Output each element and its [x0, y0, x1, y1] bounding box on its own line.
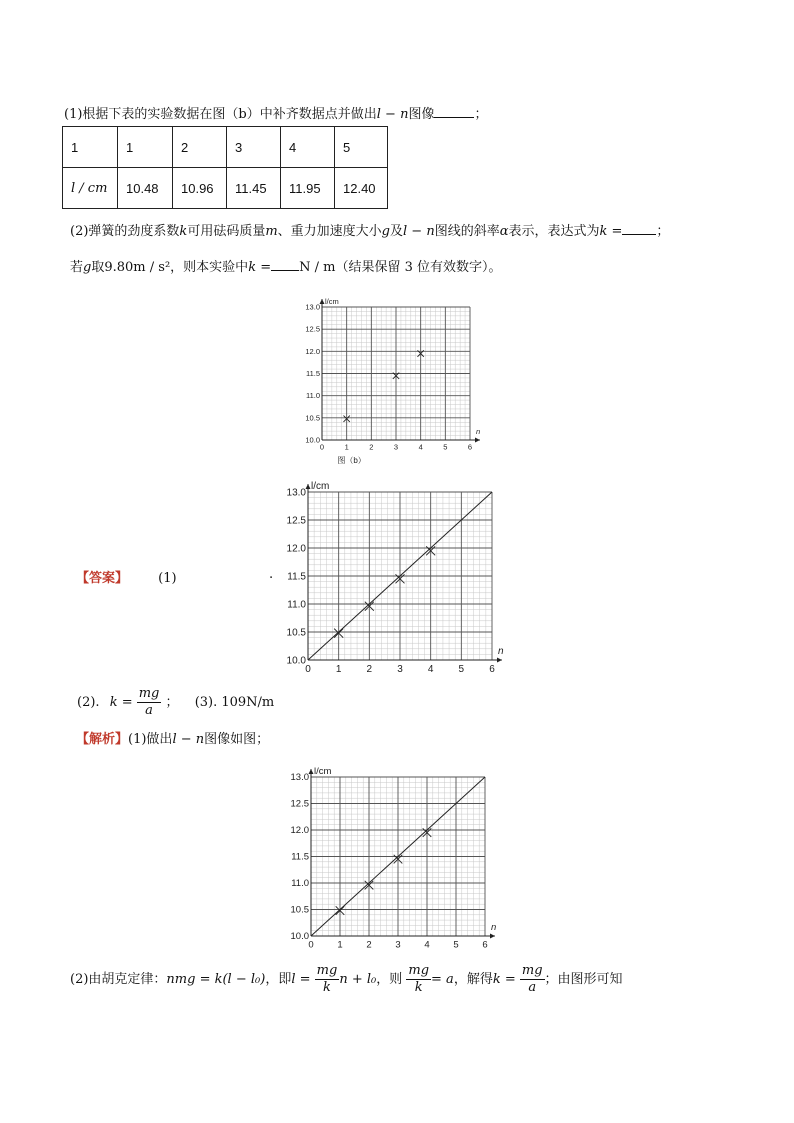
q1-var: l − n: [376, 107, 409, 122]
hooke-tail: n + l₀: [339, 972, 377, 987]
x-tick-label: 5: [443, 442, 448, 452]
y-tick-label: 12.5: [290, 798, 309, 810]
question-1: [64, 103, 487, 122]
y-tick-label: 10.5: [290, 904, 309, 916]
q2-end: ；: [656, 224, 670, 239]
fraction: [406, 963, 431, 996]
x-tick-label: 0: [319, 442, 325, 452]
q2-keq: k =: [599, 224, 623, 239]
q1-end: ；: [474, 107, 488, 122]
table-cell: 1: [118, 127, 173, 168]
fraction-numerator: mg: [408, 963, 430, 978]
y-tick-label: 10.5: [305, 413, 320, 423]
x-tick-label: 1: [344, 442, 349, 452]
table-row: [63, 127, 388, 168]
y-axis-label: l/cm: [314, 766, 332, 777]
hooke-text: ，解得: [453, 972, 493, 987]
x-tick-label: 3: [395, 939, 401, 949]
y-axis-arrow: [306, 484, 311, 489]
q2-text: 及: [390, 224, 404, 239]
q1-answer-blank: [434, 105, 474, 118]
x-tick-label: 4: [424, 939, 430, 949]
y-axis-arrow: [320, 299, 325, 304]
table-cell: 10.48: [118, 168, 173, 209]
table-cell: 11.95: [281, 168, 335, 209]
q3-answer-blank: [271, 258, 299, 271]
data-table: [62, 126, 388, 209]
hooke-text: ，则: [376, 972, 403, 987]
q2-k: k: [179, 224, 188, 239]
y-tick-label: 12.5: [286, 515, 306, 527]
q2-text: 可用砝码质量: [187, 224, 266, 239]
table-cell: 12.40: [335, 168, 388, 209]
q3-text: 取: [91, 260, 105, 275]
hooke-keq: k =: [492, 972, 516, 987]
y-tick-label: 11.0: [291, 878, 309, 890]
answer-parts-2-3: [77, 684, 274, 722]
analysis-hooke: [70, 960, 623, 1000]
table-cell: 10.96: [173, 168, 227, 209]
q2-text: (2)弹簧的劲度系数: [70, 224, 180, 239]
table-row: [63, 168, 388, 209]
y-tick-label: 12.0: [290, 825, 309, 837]
x-tick-label: 1: [337, 939, 343, 949]
figure-b-chart: [295, 295, 495, 467]
hooke-l-eq: l =: [291, 972, 311, 987]
analysis-chart: [284, 761, 506, 949]
x-tick-label: 2: [369, 442, 374, 452]
q3-g: g: [83, 260, 92, 275]
y-tick-label: 13.0: [305, 302, 320, 312]
y-tick-label: 11.0: [287, 599, 306, 611]
y-tick-label: 12.0: [305, 346, 320, 356]
x-axis-label: n: [476, 427, 481, 436]
fraction-denominator: k: [323, 980, 331, 995]
y-tick-label: 11.5: [287, 571, 306, 583]
q2-var: l − n: [403, 224, 435, 239]
q3-keq: k =: [248, 260, 272, 275]
x-tick-label: 3: [393, 442, 399, 452]
table-cell: 1: [63, 127, 118, 168]
answer-keq: k =: [109, 695, 133, 710]
x-tick-label: 0: [305, 664, 311, 675]
x-tick-label: 5: [458, 664, 465, 675]
x-axis-arrow: [475, 438, 480, 443]
y-axis-arrow: [309, 769, 314, 774]
fraction-numerator: mg: [521, 963, 543, 978]
table-cell: 3: [227, 127, 281, 168]
q3-text: 若: [70, 260, 84, 275]
figure-caption: 图（b）: [337, 456, 366, 465]
analysis-tag: 【解析】: [76, 732, 129, 747]
x-tick-label: 6: [489, 664, 495, 675]
q2-answer-blank: [622, 222, 656, 235]
answer-part-1: (1): [158, 571, 177, 586]
y-tick-label: 11.5: [305, 369, 320, 378]
x-tick-label: 4: [427, 664, 434, 675]
fraction-denominator: a: [145, 703, 153, 718]
x-axis-arrow: [490, 934, 495, 939]
q3-unit: N / m: [299, 260, 336, 275]
fraction-denominator: a: [528, 980, 537, 995]
fraction: [315, 963, 340, 996]
q3-text: ，则本实验中: [170, 260, 249, 275]
y-tick-label: 10.5: [286, 627, 306, 639]
analysis-text: 图像如图；: [204, 732, 270, 747]
answer-part-3: (3). 109N/m: [194, 695, 275, 710]
hooke-equation: nmg = k(l − l₀): [166, 972, 266, 987]
hooke-text: ；由图形可知: [544, 972, 623, 987]
x-tick-label: 6: [482, 939, 488, 949]
x-tick-label: 4: [418, 442, 423, 452]
q1-suffix: 图像: [408, 107, 435, 122]
q2-g: g: [381, 224, 390, 239]
y-tick-label: 12.0: [286, 543, 306, 555]
y-tick-label: 13.0: [290, 772, 309, 784]
y-tick-label: 11.5: [291, 851, 309, 863]
y-tick-label: 11.0: [305, 391, 320, 401]
fraction-numerator: mg: [316, 963, 338, 978]
q2-text: 、重力加速度大小: [277, 224, 382, 239]
table-cell: 11.45: [227, 168, 281, 209]
q2-alpha: α: [499, 224, 509, 239]
q3-text: （结果保留 3 位有效数字）。: [335, 260, 502, 275]
answer-fraction: [137, 686, 162, 719]
x-tick-label: 5: [453, 939, 459, 949]
x-axis-label: n: [491, 922, 497, 933]
answer-part-2: (2).: [77, 695, 100, 710]
hooke-text: ，即: [265, 972, 292, 987]
answer-dot: .: [269, 567, 274, 582]
answer-separator: ；: [165, 695, 179, 710]
q3-value: 9.80m / s²: [104, 260, 171, 275]
question-3: [70, 256, 502, 275]
fraction-numerator: mg: [138, 686, 160, 701]
y-tick-label: 10.0: [305, 435, 320, 445]
answer-label: [76, 567, 274, 586]
q2-m: m: [265, 224, 278, 239]
x-tick-label: 2: [366, 664, 373, 675]
table-cell: 2: [173, 127, 227, 168]
x-tick-label: 6: [467, 442, 473, 452]
x-tick-label: 3: [397, 664, 403, 675]
question-2: [70, 220, 669, 239]
analysis-line: [76, 728, 269, 747]
x-axis-arrow: [497, 658, 502, 663]
table-row-header: l / cm: [63, 168, 118, 209]
analysis-var: l − n: [172, 732, 205, 747]
answer-tag: 【答案】: [76, 571, 129, 586]
x-axis-label: n: [498, 646, 504, 657]
fraction: [520, 963, 545, 996]
answer-chart: [280, 476, 512, 676]
x-tick-label: 1: [335, 664, 342, 675]
q2-text: 表示，表达式为: [508, 224, 600, 239]
hooke-tail: = a: [431, 972, 454, 987]
x-tick-label: 2: [366, 939, 372, 949]
table-cell: 5: [335, 127, 388, 168]
q2-text: 图线的斜率: [434, 224, 500, 239]
x-tick-label: 0: [308, 939, 314, 949]
y-tick-label: 10.0: [290, 931, 309, 943]
q1-prefix: (1)根据下表的实验数据在图（b）中补齐数据点并做出: [64, 107, 377, 122]
y-tick-label: 10.0: [286, 655, 306, 667]
fraction-denominator: k: [414, 980, 423, 995]
y-tick-label: 12.5: [305, 324, 320, 334]
y-axis-label: l/cm: [311, 481, 330, 492]
analysis-text: (1)做出: [128, 732, 173, 747]
table-cell: 4: [281, 127, 335, 168]
y-axis-label: l/cm: [325, 297, 339, 306]
y-tick-label: 13.0: [286, 487, 306, 499]
hooke-text: (2)由胡克定律：: [70, 972, 167, 987]
